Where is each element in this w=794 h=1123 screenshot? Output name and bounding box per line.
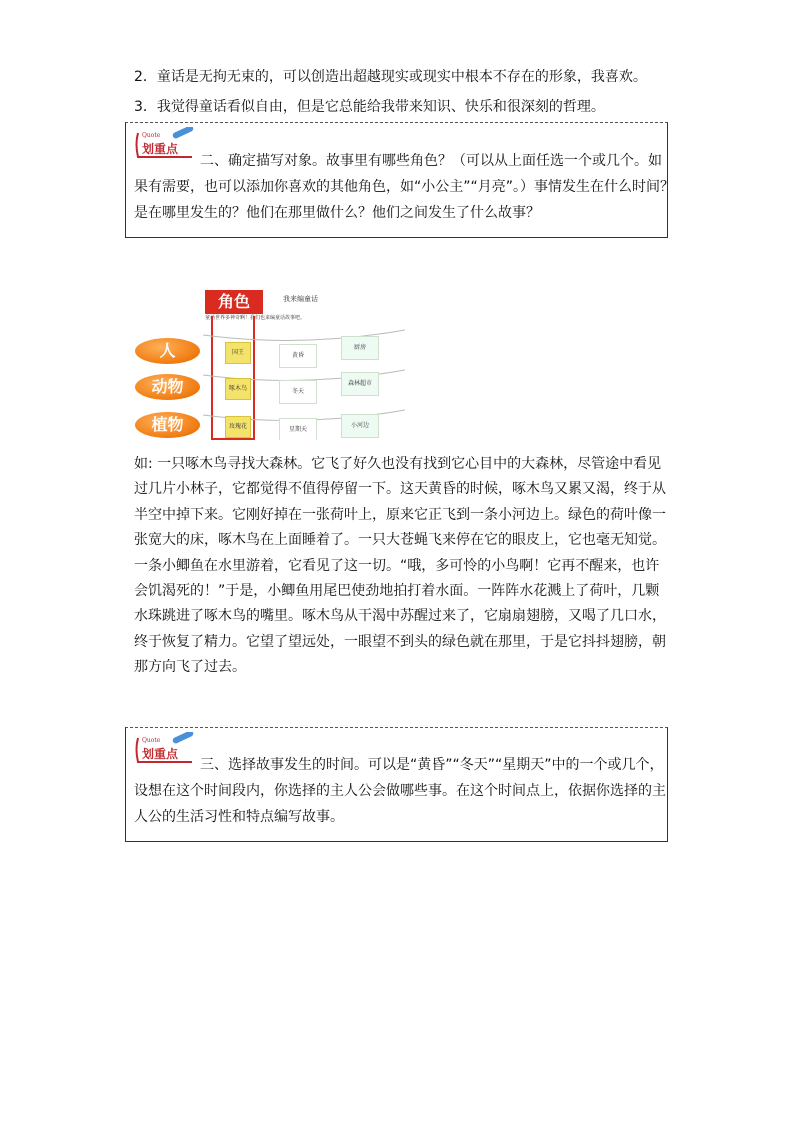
oval-plant: 植物 xyxy=(135,412,200,438)
story-line: 水珠跳进了啄木鸟的嘴里。啄木鸟从干渴中苏醒过来了，它扇扇翅膀，又喝了几口水， xyxy=(134,608,666,625)
box1-line-3: 是在哪里发生的？他们在那里做什么？他们之间发生了什么故事？ xyxy=(134,205,540,221)
box1-text xyxy=(200,148,662,174)
box2-line-1: 三、选择故事发生的时间。可以是“黄昏”“冬天”“星期天”中的一个或几个， xyxy=(200,757,664,773)
tag-king: 国王 xyxy=(225,342,251,364)
oval-human: 人 xyxy=(135,338,200,364)
oval-animal: 动物 xyxy=(135,374,200,400)
key-point-box-2 xyxy=(125,727,668,842)
box1-line-2: 果有需要，也可以添加你喜欢的其他角色，如“小公主”“月亮”。）事情发生在什么时间？ xyxy=(134,179,675,195)
badge-main-text: 划重点 xyxy=(142,747,179,761)
story-line: 一条小鲫鱼在水里游着，它看见了这一切。“哦，多可怜的小鸟啊！它再不醒来，也许 xyxy=(134,557,660,574)
list-item-3: 3．我觉得童话看似自由，但是它总能给我带来知识、快乐和很深刻的哲理。 xyxy=(134,99,605,115)
box2-line-2: 设想在这个时间段内，你选择的主人公会做哪些事。在这个时间点上，依据你选择的主 xyxy=(134,783,666,799)
box2-text-cont xyxy=(134,778,666,830)
story-line: 如: 一只啄木鸟寻找大森林。它飞了好久也没有找到它心目中的大森林，尽管途中看见 xyxy=(134,456,662,472)
highlight-badge-icon xyxy=(132,127,198,161)
story-paragraph xyxy=(134,452,674,681)
badge-small-text: Quote xyxy=(142,132,161,139)
card-kitchen: 厨房 xyxy=(341,336,379,360)
figure-title: 我来编童话 xyxy=(283,295,318,303)
card-dusk: 黄昏 xyxy=(279,344,317,368)
key-point-box-1 xyxy=(125,122,675,238)
figure-header: 角色 xyxy=(205,290,263,314)
box1-text-cont xyxy=(134,174,674,226)
tag-woodpecker: 啄木鸟 xyxy=(225,378,251,400)
story-line: 张宽大的床，啄木鸟在上面睡着了。一只大苍蝇飞来停在它的眼皮上，它也毫无知觉。 xyxy=(134,532,666,549)
card-sunday: 星期天 xyxy=(279,418,317,440)
figure-subtitle: 童话世界多神奇啊！我们也来编童话故事吧。 xyxy=(205,315,306,321)
story-line: 那方向飞了过去。 xyxy=(134,659,246,676)
role-figure xyxy=(133,290,405,440)
card-forest-market: 森林超市 xyxy=(341,372,379,396)
story-line: 终于恢复了精力。它望了望远处，一眼望不到头的绿色就在那里，于是它抖抖翅膀，朝 xyxy=(134,633,666,650)
card-riverside: 小河边 xyxy=(341,414,379,438)
badge-main-text: 划重点 xyxy=(142,142,179,156)
card-winter: 冬天 xyxy=(279,380,317,404)
highlight-badge-icon xyxy=(132,732,198,766)
box2-text xyxy=(200,752,664,778)
box1-line-1: 二、确定描写对象。故事里有哪些角色？（可以从上面任选一个或几个。如 xyxy=(200,153,662,169)
badge-small-text: Quote xyxy=(142,737,161,744)
tag-rose: 玫瑰花 xyxy=(225,416,251,438)
list-item-2: 2．童话是无拘无束的，可以创造出超越现实或现实中根本不存在的形象，我喜欢。 xyxy=(134,69,647,85)
story-line: 会饥渴死的！”于是，小鲫鱼用尾巴使劲地拍打着水面。一阵阵水花溅上了荷叶，几颗 xyxy=(134,583,660,600)
story-line: 半空中掉下来。它刚好掉在一张荷叶上，原来它正飞到一条小河边上。绿色的荷叶像一 xyxy=(134,506,666,523)
story-line: 过几片小林子，它都觉得不值得停留一下。这天黄昏的时候，啄木鸟又累又渴，终于从 xyxy=(134,481,666,498)
box2-line-3: 人公的生活习性和特点编写故事。 xyxy=(134,809,344,825)
